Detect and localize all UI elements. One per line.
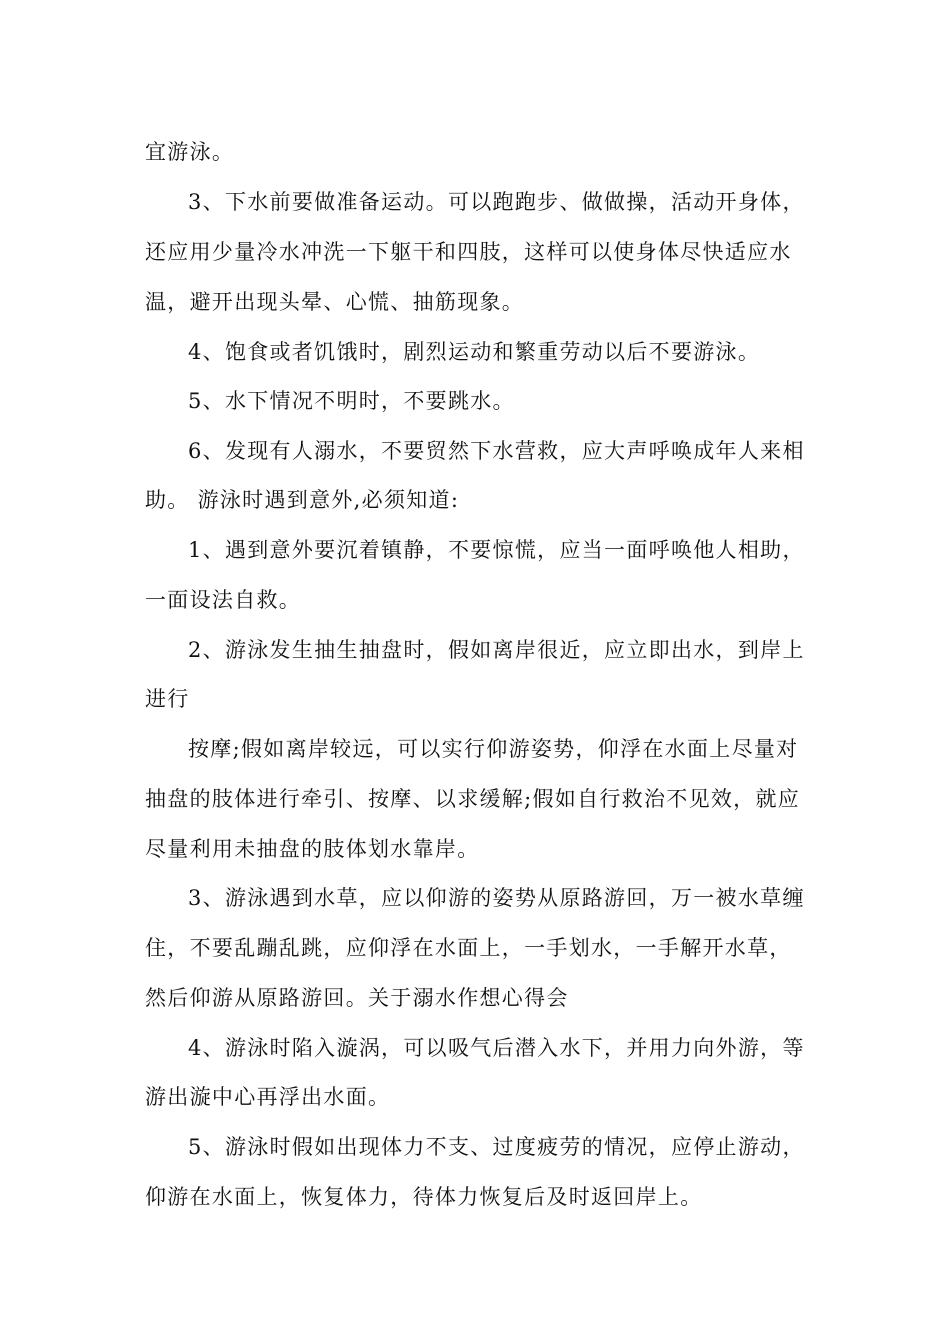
text-line: 6、发现有人溺水，不要贸然下水营救，应大声呼唤成年人来相: [188, 439, 805, 463]
text-line: 游出漩中心再浮出水面。: [145, 1085, 391, 1109]
text-line: 抽盘的肢体进行牵引、按摩、以求缓解;假如自行救治不见效，就应: [145, 787, 801, 811]
text-line: 1、遇到意外要沉着镇静，不要惊慌，应当一面呼唤他人相助，: [188, 538, 805, 562]
text-line: 然后仰游从原路游回。关于溺水作想心得会: [145, 986, 569, 1010]
text-line: 还应用少量冷水冲洗一下躯干和四肢，这样可以使身体尽快适应水: [145, 240, 792, 264]
text-line: 助。 游泳时遇到意外,必须知道:: [145, 488, 460, 512]
text-line: 4、游泳时陷入漩涡，可以吸气后潜入水下，并用力向外游，等: [188, 1036, 805, 1060]
text-line: 按摩;假如离岸较远，可以实行仰游姿势，仰浮在水面上尽量对: [188, 737, 799, 761]
text-line: 5、游泳时假如出现体力不支、过度疲劳的情况，应停止游动，: [188, 1135, 805, 1159]
text-line: 住，不要乱蹦乱跳，应仰浮在水面上，一手划水，一手解开水草，: [145, 936, 792, 960]
text-line: 3、游泳遇到水草，应以仰游的姿势从原路游回，万一被水草缠: [188, 886, 805, 910]
text-line: 尽量利用未抽盘的肢体划水靠岸。: [145, 837, 480, 861]
text-line: 进行: [145, 687, 190, 711]
text-line: 3、下水前要做准备运动。可以跑跑步、做做操，活动开身体，: [188, 190, 805, 214]
text-line: 温，避开出现头晕、心慌、抽筋现象。: [145, 290, 525, 314]
text-line: 宜游泳。: [145, 140, 235, 164]
text-line: 4、饱食或者饥饿时，剧烈运动和繁重劳动以后不要游泳。: [188, 340, 761, 364]
text-line: 5、水下情况不明时，不要跳水。: [188, 389, 515, 413]
text-line: 2、游泳发生抽生抽盘时，假如离岸很近，应立即出水，到岸上: [188, 638, 805, 662]
text-line: 仰游在水面上，恢复体力，待体力恢复后及时返回岸上。: [145, 1185, 703, 1209]
text-line: 一面设法自救。: [145, 588, 302, 612]
